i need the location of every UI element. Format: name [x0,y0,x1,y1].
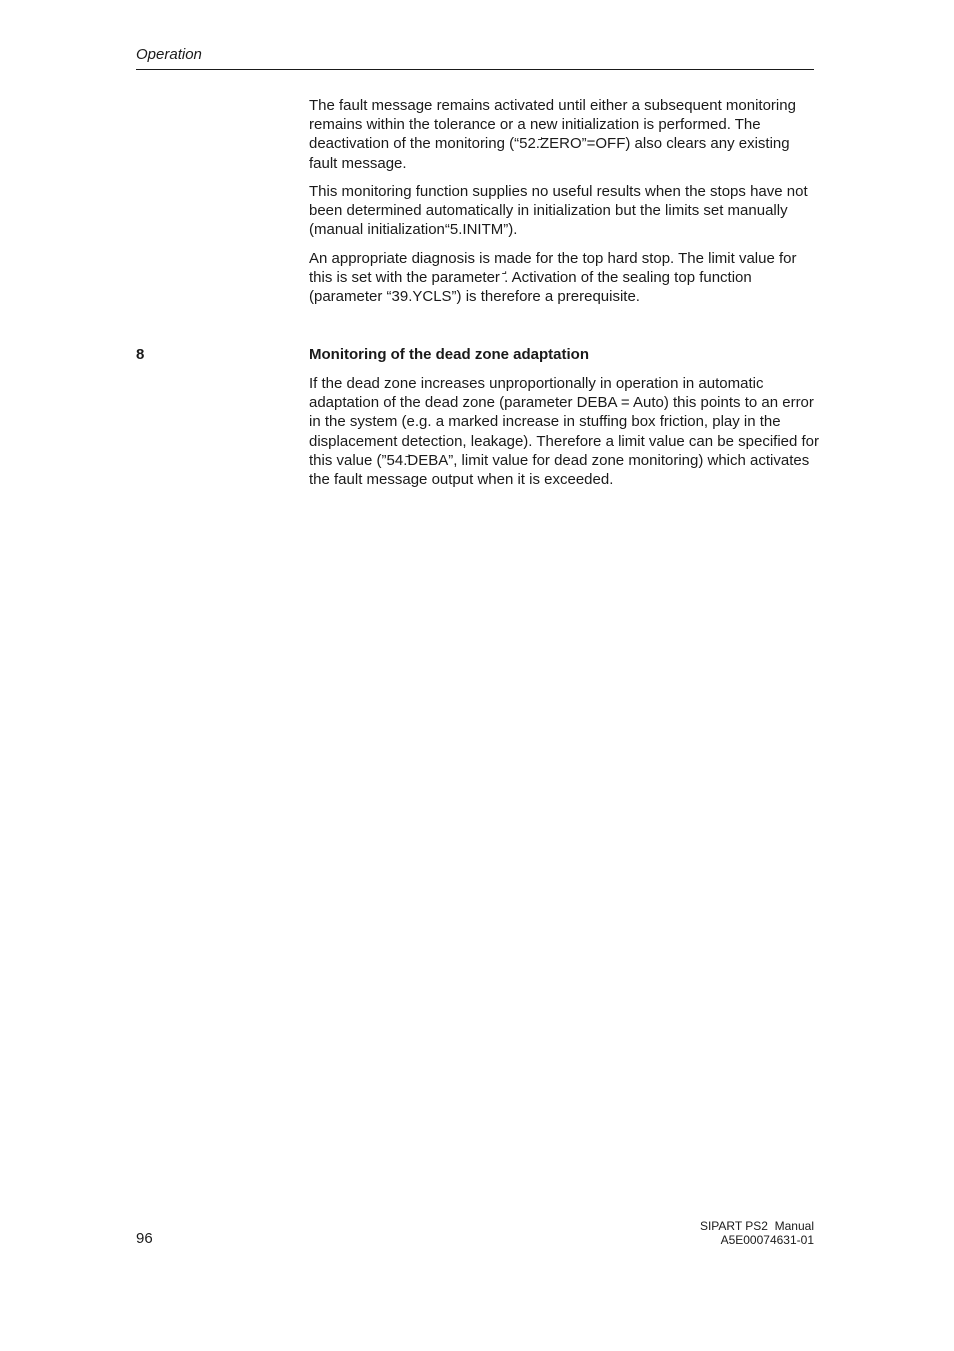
paragraph-fault-message: The fault message remains activated until either a subsequent monitoring remains within the tolerance or a new initialization is performed. The deactivation of the monitoring (“52.ꜚZERO”=OFF) also clears any existing fault message. [309,97,796,172]
section-heading: Monitoring of the dead zone adaptation [309,346,589,363]
footer-document-number: A5E00074631-01 [720,1233,814,1247]
paragraph-top-hard-stop: An appropriate diagnosis is made for the top hard stop. The limit value for this is set with the parameter ꜚ. Activation of the sealing top function (parameter “39.YCLS”) is therefore a prerequisite. [309,250,797,306]
header-divider [136,69,814,70]
page-header-title: Operation [136,46,202,63]
paragraph-dead-zone: If the dead zone increases unproportionally in operation in automatic adaptation of the dead zone (parameter DEBA = Auto) this points to an error in the system (e.g. a marked increase in stuffing box friction, play in the displacement detection, leakage). Therefore a limit value can be specified for this value (”54.ꜚDEBA”, limit value for dead zone monitoring) which activates the fault message output when it is exceeded. [309,375,820,489]
section-number: 8 [136,346,145,363]
paragraph-monitoring-limits: This monitoring function supplies no useful results when the stops have not been determined automatically in initialization but the limits set manually (manual initialization“5.INITM”). [309,183,808,239]
footer-manual-title: SIPART PS2 Manual [699,1219,814,1233]
footer-document-info [700,1219,814,1247]
page-number: 96 [136,1230,153,1247]
